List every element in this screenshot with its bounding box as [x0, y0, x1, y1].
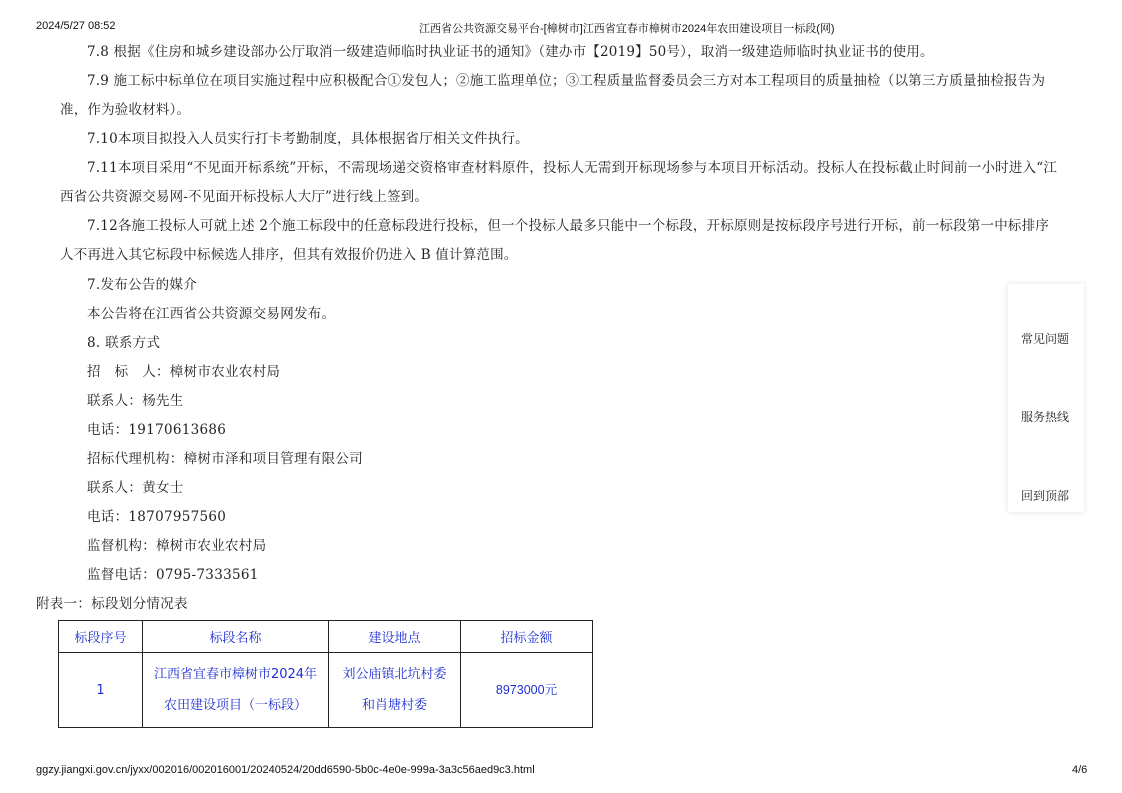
- tenderer-contact: 联系人：杨先生: [87, 393, 184, 409]
- print-datetime: 2024/5/27 08:52: [36, 20, 116, 32]
- media-heading: 7.发布公告的媒介: [87, 277, 198, 293]
- tender-agency: 招标代理机构：樟树市泽和项目管理有限公司: [87, 451, 363, 467]
- tenderer: 招 标 人：樟树市农业农村局: [87, 364, 281, 380]
- agency-contact: 联系人：黄女士: [87, 480, 184, 496]
- print-page-number: 4/6: [1072, 764, 1088, 776]
- section-location: [329, 653, 461, 728]
- table-header: 标段序号: [59, 621, 143, 653]
- paragraph-7-11: 7.11本项目采用“不见面开标系统”开标，不需现场递交资格审查材料原件，投标人无需到开标现场参与本项目开标活动。投标人在投标截止时间前一小时进入“江西省公共资源交易网-不见面开标投标人大厅”进行线上签到。: [60, 160, 1058, 205]
- supervisor-phone: 监督电话：0795-7333561: [87, 567, 259, 583]
- agency-phone: 电话：18707957560: [87, 509, 227, 525]
- section-amount: 8973000元: [461, 653, 593, 728]
- contact-heading: 8. 联系方式: [87, 335, 161, 351]
- section-location-line: 和肖塘村委: [361, 698, 427, 713]
- paragraph-7-8: 7.8 根据《住房和城乡建设部办公厅取消一级建造师临时执业证书的通知》（建办市【2019】50号），取消一级建造师临时执业证书的使用。: [87, 44, 934, 60]
- bid-section-table: [58, 620, 593, 728]
- table-header: 招标金额: [461, 621, 593, 653]
- service-hotline-link[interactable]: 服务热线: [1021, 410, 1070, 424]
- table-header: 标段名称: [143, 621, 329, 653]
- table-row: [59, 653, 593, 728]
- supervisor: 监督机构：樟树市农业农村局: [87, 538, 267, 554]
- table-header-row: [59, 621, 593, 653]
- print-url: ggzy.jiangxi.gov.cn/jyxx/002016/002016001/20240524/20dd6590-5b0c-4e0e-999a-3a3c56aed9c3.html: [36, 764, 535, 776]
- section-name-line: 江西省宜春市樟树市2024年: [153, 667, 318, 682]
- paragraph-7-12: 7.12各施工投标人可就上述 2个施工标段中的任意标段进行投标，但一个投标人最多只能中一个标段，开标原则是按标段序号进行开标，前一标段第一中标排序人不再进入其它标段中标候选人排序，但其有效报价仍进入 B 值计算范围。: [60, 218, 1050, 263]
- section-name-line: 农田建设项目（一标段）: [163, 698, 307, 713]
- tenderer-phone: 电话：19170613686: [87, 422, 227, 438]
- back-to-top-button[interactable]: 回到顶部: [1021, 489, 1070, 503]
- faq-link[interactable]: 常见问题: [1021, 332, 1070, 346]
- paragraph-7-9: 7.9 施工标中标单位在项目实施过程中应积极配合①发包人；②施工监理单位；③工程质量监督委员会三方对本工程项目的质量抽检（以第三方质量抽检报告为准，作为验收材料）。: [60, 73, 1046, 118]
- section-location-line: 刘公庙镇北坑村委: [342, 667, 447, 682]
- section-number: 1: [59, 653, 143, 728]
- table-header: 建设地点: [329, 621, 461, 653]
- print-page-title: 江西省公共资源交易平台-[樟树市]江西省宜春市樟树市2024年农田建设项目一标段(网): [419, 23, 835, 35]
- media-text: 本公告将在江西省公共资源交易网发布。: [87, 306, 336, 322]
- section-name: [143, 653, 329, 728]
- paragraph-7-10: 7.10本项目拟投入人员实行打卡考勤制度，具体根据省厅相关文件执行。: [87, 131, 529, 147]
- floating-side-panel: [1008, 284, 1084, 512]
- appendix-title: 附表一：标段划分情况表: [36, 596, 188, 612]
